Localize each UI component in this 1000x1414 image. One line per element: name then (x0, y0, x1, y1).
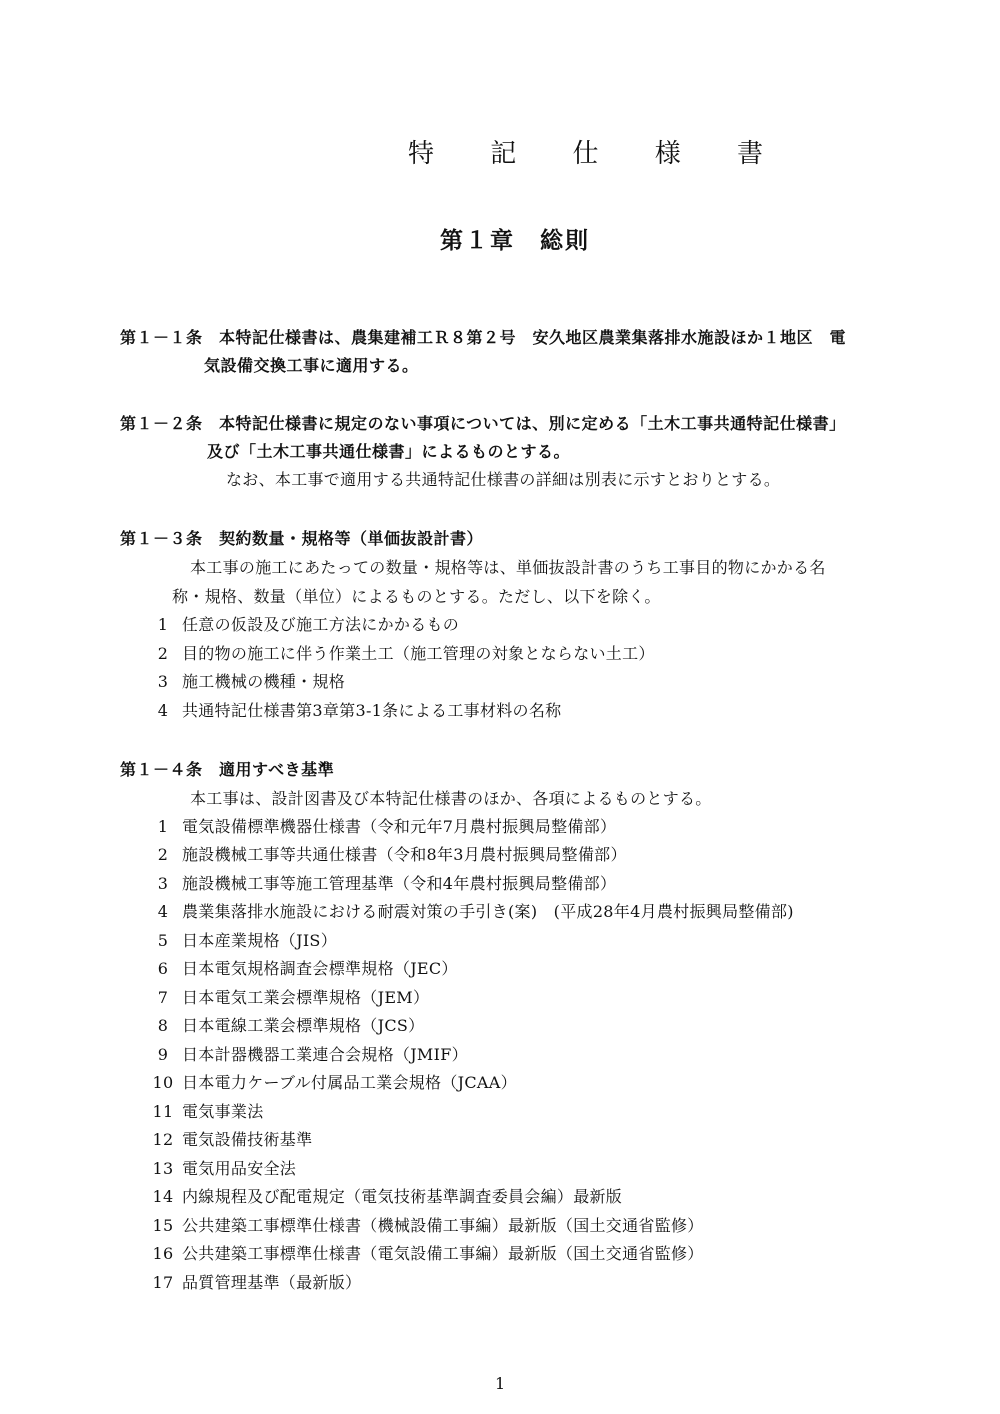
list-item-text: 電気設備標準機器仕様書（令和元年7月農村振興局整備部） (182, 817, 617, 836)
list-item-text: 日本産業規格（JIS） (182, 931, 337, 950)
list-item-number: 15 (152, 1216, 174, 1235)
list-item-number: 4 (157, 902, 169, 921)
list-item (144, 698, 561, 721)
list-item-number: 14 (152, 1187, 174, 1206)
list-item (144, 956, 458, 979)
list-item-text: 目的物の施工に伴う作業土工（施工管理の対象とならない土工） (182, 644, 655, 663)
chapter-heading: 第１章 総則 (440, 228, 590, 254)
list-item-number: 3 (157, 874, 169, 893)
article-1-1-heading-cont: 気設備交換工事に適用する。 (204, 356, 419, 375)
page-number: 1 (495, 1374, 506, 1393)
list-item-number: 6 (157, 959, 169, 978)
list-item-text: 日本電力ケーブル付属品工業会規格（JCAA） (182, 1073, 517, 1092)
article-1-3-para1: 本工事の施工にあたっての数量・規格等は、単価抜設計書のうち工事目的物にかかる名 (190, 558, 826, 577)
list-item-text: 施設機械工事等共通仕様書（令和8年3月農村振興局整備部） (182, 845, 627, 864)
list-item-number: 8 (157, 1016, 169, 1035)
list-item-text: 共通特記仕様書第3章第3-1条による工事材料の名称 (182, 701, 562, 720)
list-item (144, 842, 627, 865)
list-item (144, 1184, 622, 1207)
list-item-text: 施設機械工事等施工管理基準（令和4年農村振興局整備部） (182, 874, 617, 893)
list-item-number: 2 (157, 644, 169, 663)
list-item-number: 17 (152, 1273, 174, 1292)
list-item (144, 928, 337, 951)
article-1-1-heading: 第１－１条 本特記仕様書は、農集建補工Ｒ８第２号 安久地区農業集落排水施設ほか１地区 電 (120, 328, 847, 347)
list-item-number: 16 (152, 1244, 174, 1263)
list-item-number: 13 (152, 1159, 174, 1178)
list-item-number: 7 (157, 988, 169, 1007)
list-item (144, 814, 616, 837)
list-item-text: 施工機械の機種・規格 (182, 672, 346, 691)
list-item-text: 電気用品安全法 (182, 1159, 297, 1178)
list-item-text: 公共建築工事標準仕様書（電気設備工事編）最新版（国土交通省監修） (182, 1244, 704, 1263)
list-item-text: 公共建築工事標準仕様書（機械設備工事編）最新版（国土交通省監修） (182, 1216, 704, 1235)
list-item-text: 農業集落排水施設における耐震対策の手引き(案) (平成28年4月農村振興局整備部) (182, 902, 794, 921)
list-item-text: 日本電気工業会標準規格（JEM） (182, 988, 430, 1007)
article-1-3-para2: 称・規格、数量（単位）によるものとする。ただし、以下を除く。 (172, 587, 661, 606)
list-item-text: 内線規程及び配電規定（電気技術基準調査委員会編）最新版 (182, 1187, 623, 1206)
list-item-text: 品質管理基準（最新版） (182, 1273, 362, 1292)
list-item-number: 2 (157, 845, 169, 864)
article-1-2-heading: 第１－２条 本特記仕様書に規定のない事項については、別に定める「土木工事共通特記仕様書」 (120, 414, 846, 433)
list-item-text: 電気事業法 (182, 1102, 264, 1121)
list-item-number: 12 (152, 1130, 174, 1149)
list-item-text: 日本電気規格調査会標準規格（JEC） (182, 959, 458, 978)
list-item-number: 3 (157, 672, 169, 691)
list-item (144, 1213, 704, 1236)
list-item-text: 日本電線工業会標準規格（JCS） (182, 1016, 425, 1035)
list-item (144, 1270, 361, 1293)
page-title: 特 記 仕 様 書 (408, 139, 788, 169)
list-item-number: 9 (157, 1045, 169, 1064)
list-item-text: 日本計器機器工業連合会規格（JMIF） (182, 1045, 468, 1064)
list-item (144, 899, 794, 922)
list-item (144, 669, 345, 692)
list-item (144, 1127, 312, 1150)
list-item (144, 641, 655, 664)
list-item (144, 1070, 517, 1093)
list-item-number: 1 (157, 615, 169, 634)
list-item-number: 1 (157, 817, 169, 836)
list-item (144, 612, 459, 635)
article-1-4-para1: 本工事は、設計図書及び本特記仕様書のほか、各項によるものとする。 (190, 789, 712, 808)
list-item (144, 1099, 264, 1122)
list-item (144, 1156, 296, 1179)
list-item-number: 11 (152, 1102, 174, 1121)
list-item-number: 10 (152, 1073, 174, 1092)
article-1-2-heading-cont: 及び「土木工事共通仕様書」によるものとする。 (207, 442, 571, 461)
list-item-text: 任意の仮設及び施工方法にかかるもの (182, 615, 460, 634)
list-item-text: 電気設備技術基準 (182, 1130, 313, 1149)
article-1-4-heading: 第１－４条 適用すべき基準 (120, 760, 335, 779)
list-item (144, 1013, 424, 1036)
list-item (144, 1241, 704, 1264)
list-item (144, 871, 616, 894)
list-item-number: 5 (157, 931, 169, 950)
article-1-3-heading: 第１－３条 契約数量・規格等（単価抜設計書） (120, 529, 484, 548)
list-item-number: 4 (157, 701, 169, 720)
list-item (144, 985, 429, 1008)
article-1-2-note: なお、本工事で適用する共通特記仕様書の詳細は別表に示すとおりとする。 (226, 470, 781, 489)
list-item (144, 1042, 468, 1065)
